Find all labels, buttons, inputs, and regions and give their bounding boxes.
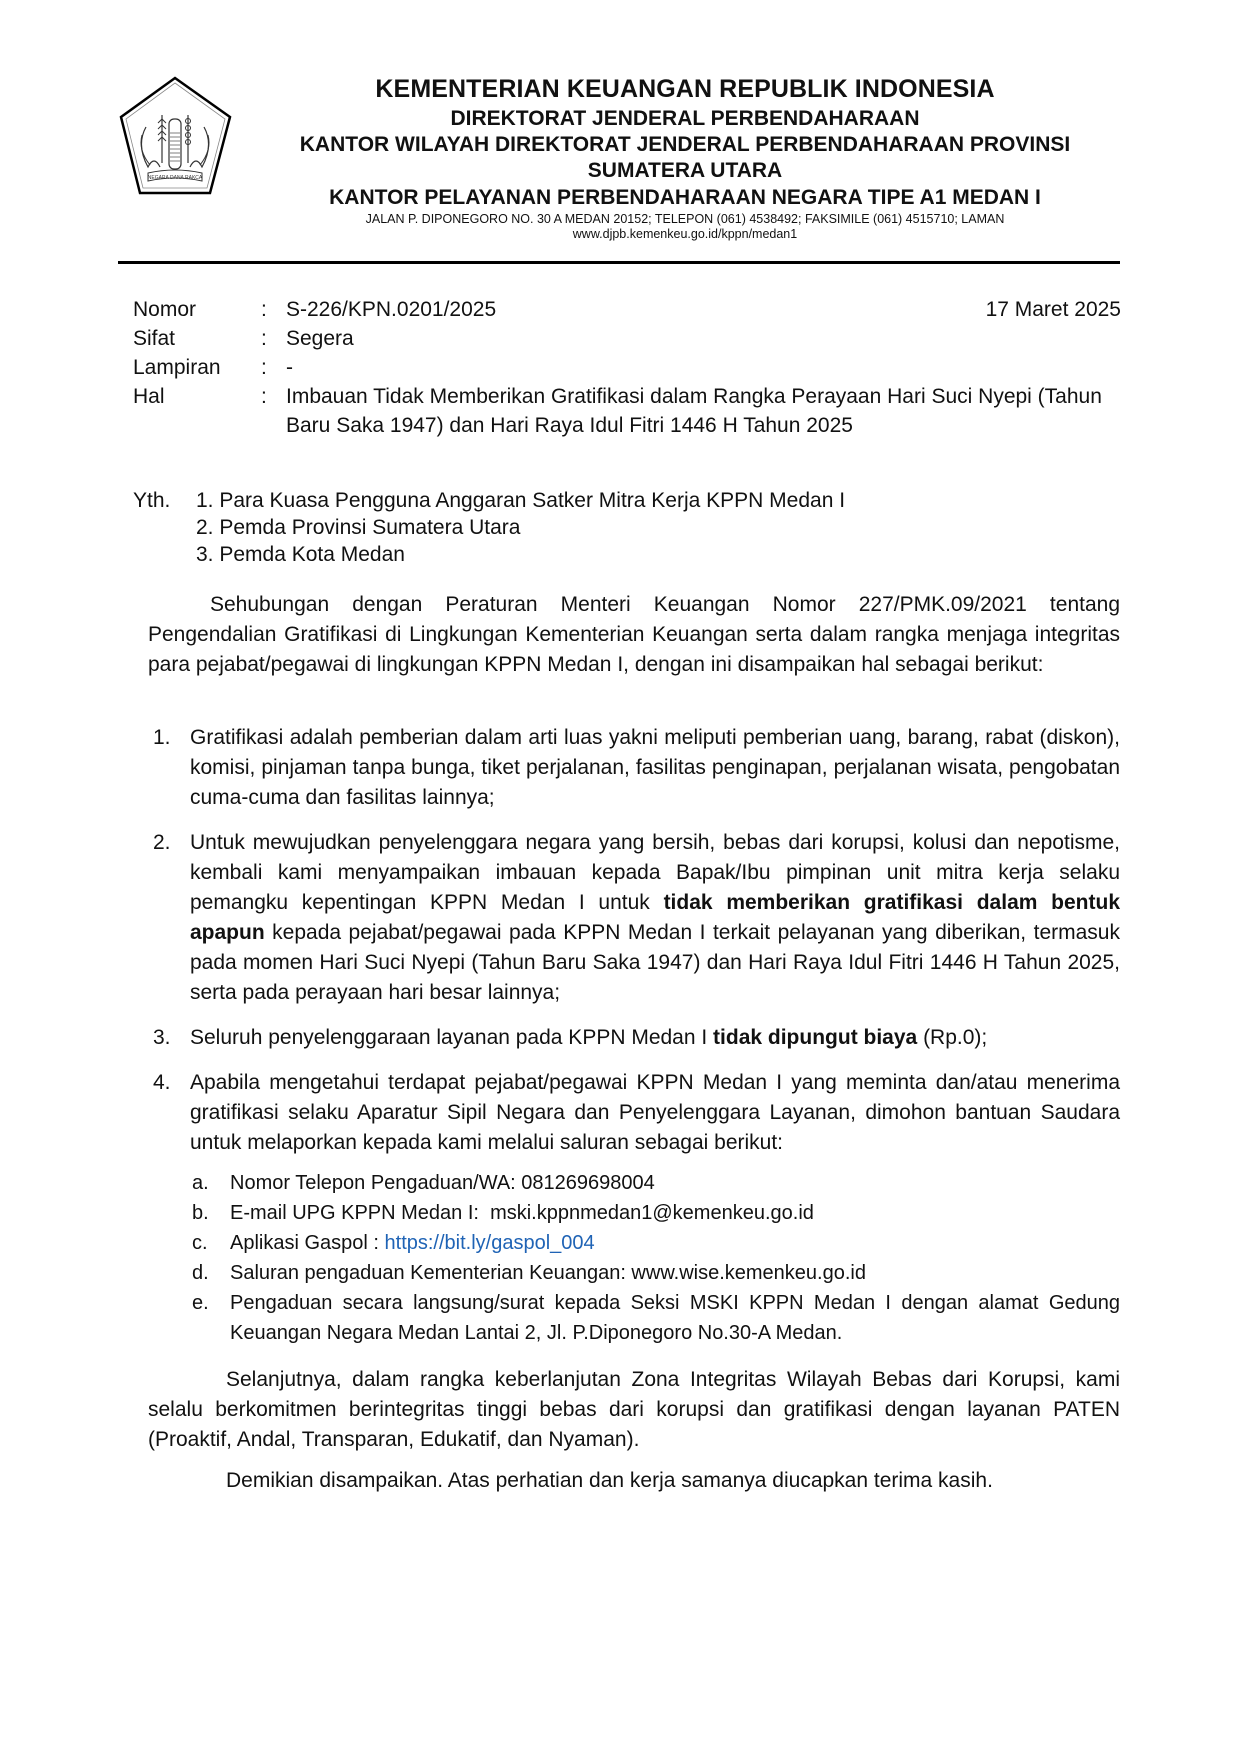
- meta-row-hal: [133, 382, 1121, 440]
- addressee-label: Yth.: [133, 489, 171, 512]
- meta-colon: :: [261, 356, 267, 379]
- reporting-channels: [192, 1168, 1120, 1348]
- point-2: [148, 828, 1120, 1008]
- channel-text-wrapper: [230, 1228, 1120, 1258]
- point-number: 4.: [153, 1071, 171, 1094]
- channel-direct: [192, 1288, 1120, 1348]
- meta-colon: :: [261, 298, 267, 321]
- point-text: Apabila mengetahui terdapat pejabat/pegawai KPPN Medan I yang meminta dan/atau menerima gratifikasi selaku Aparatur Sipil Negara dan Penyelenggara Layanan, dimohon bantuan Saudara untuk melaporkan kepada kami melalui saluran sebagai berikut:: [190, 1071, 1120, 1154]
- point-4: [148, 1068, 1120, 1158]
- closing-remark: Demikian disampaikan. Atas perhatian dan kerja samanya diucapkan terima kasih.: [226, 1469, 993, 1492]
- point-text-before: Seluruh penyelenggaraan layanan pada KPPN Medan I: [190, 1026, 714, 1049]
- channel-letter: e.: [192, 1292, 209, 1314]
- addressee-list: [196, 487, 845, 568]
- office-website: www.djpb.kemenkeu.go.id/kppn/medan1: [572, 227, 798, 241]
- intro-paragraph: Sehubungan dengan Peraturan Menteri Keuangan Nomor 227/PMK.09/2021 tentang Pengendalian Gratifikasi di Lingkungan Kementerian Keuangan serta dalam rangka menjaga integritas para pejabat/pegawai di lingkungan KPPN Medan I, dengan ini disampaikan hal sebagai berikut:: [148, 593, 1120, 676]
- point-number: 1.: [153, 726, 171, 749]
- regional-office-line2: SUMATERA UTARA: [587, 159, 783, 182]
- office-address: JALAN P. DIPONEGORO NO. 30 A MEDAN 20152; TELEPON (061) 4538492; FAKSIMILE (061) 4515710; LAMAN: [365, 212, 1005, 226]
- regional-office-line1: KANTOR WILAYAH DIREKTORAT JENDERAL PERBENDAHARAAN PROVINSI: [299, 133, 1071, 156]
- channel-text: Aplikasi Gaspol :: [230, 1232, 385, 1254]
- closing-paragraph: Selanjutnya, dalam rangka keberlanjutan Zona Integritas Wilayah Bebas dari Korupsi, kami selalu berkomitmen berintegritas tinggi bebas dari korupsi dan gratifikasi dengan layanan PATEN (Proaktif, Andal, Transparan, Edukatif, dan Nyaman).: [148, 1368, 1120, 1451]
- point-text-emphasis: tidak memberikan gratifikasi dalam bentuk apapun: [190, 891, 1120, 944]
- channel-gaspol: [192, 1228, 1120, 1258]
- meta-label: Hal: [133, 385, 165, 408]
- ministry-name: KEMENTERIAN KEUANGAN REPUBLIK INDONESIA: [375, 75, 995, 103]
- point-number: 3.: [153, 1026, 171, 1049]
- point-text-before: Untuk mewujudkan penyelenggara negara yang bersih, bebas dari korupsi, kolusi dan nepotisme, kembali kami menyampaikan imbauan kepada Bapak/Ibu pimpinan unit mitra kerja selaku pemangku kepentingan KPPN Medan I untuk: [190, 831, 1120, 914]
- channel-text: Pengaduan secara langsung/surat kepada Seksi MSKI KPPN Medan I dengan alamat Gedung Keuangan Negara Medan Lantai 2, Jl. P.Diponegoro No.30-A Medan.: [230, 1292, 1120, 1344]
- meta-label: Nomor: [133, 298, 197, 321]
- meta-value-sifat: Segera: [286, 327, 354, 350]
- meta-value-nomor: S-226/KPN.0201/2025: [286, 298, 497, 321]
- meta-label: Sifat: [133, 327, 176, 350]
- addressee-item: 2. Pemda Provinsi Sumatera Utara: [196, 516, 521, 539]
- addressee-item: 1. Para Kuasa Pengguna Anggaran Satker Mitra Kerja KPPN Medan I: [196, 489, 846, 512]
- addressee-item: 3. Pemda Kota Medan: [196, 543, 405, 566]
- meta-row-nomor: [133, 295, 1121, 324]
- letter-date: 17 Maret 2025: [985, 298, 1121, 321]
- service-office-name: KANTOR PELAYANAN PERBENDAHARAAN NEGARA TIPE A1 MEDAN I: [329, 186, 1041, 209]
- channel-phone: [192, 1168, 1120, 1198]
- meta-row-sifat: [133, 324, 1121, 353]
- point-number: 2.: [153, 831, 171, 854]
- point-text-after: kepada pejabat/pegawai pada KPPN Medan I terkait pelayanan yang diberikan, termasuk pada momen Hari Suci Nyepi (Tahun Baru Saka 1947) dan Hari Raya Idul Fitri 1446 H Tahun 2025, serta pada perayaan hari besar lainnya;: [190, 921, 1120, 1004]
- ministry-logo-icon: [118, 75, 233, 200]
- point-text: [190, 1023, 1120, 1053]
- addressees: [133, 487, 845, 568]
- channel-letter: c.: [192, 1232, 208, 1254]
- channel-email: [192, 1198, 1120, 1228]
- meta-row-lampiran: [133, 353, 1121, 382]
- meta-colon: :: [261, 327, 267, 350]
- point-text: Gratifikasi adalah pemberian dalam arti luas yakni meliputi pemberian uang, barang, rabat (diskon), komisi, pinjaman tanpa bunga, tiket perjalanan, fasilitas penginapan, perjalanan wisata, pengobatan cuma-cuma dan fasilitas lainnya;: [190, 726, 1120, 809]
- point-1: [148, 723, 1120, 813]
- point-text-after: (Rp.0);: [917, 1026, 988, 1049]
- svg-text:NEGARA DANA RAKCA: NEGARA DANA RAKCA: [147, 175, 203, 181]
- channel-text: E-mail UPG KPPN Medan I: mski.kppnmedan1@kemenkeu.go.id: [230, 1202, 814, 1224]
- point-3: [148, 1023, 1120, 1053]
- gaspol-link[interactable]: https://bit.ly/gaspol_004: [384, 1232, 595, 1254]
- meta-value-hal: Imbauan Tidak Memberikan Gratifikasi dalam Rangka Perayaan Hari Suci Nyepi (Tahun Baru Saka 1947) dan Hari Raya Idul Fitri 1446 H Tahun 2025: [286, 385, 1102, 437]
- meta-colon: :: [261, 385, 267, 408]
- channel-text: Saluran pengaduan Kementerian Keuangan: www.wise.kemenkeu.go.id: [230, 1262, 866, 1284]
- channel-letter: d.: [192, 1262, 209, 1284]
- channel-text: Nomor Telepon Pengaduan/WA: 081269698004: [230, 1172, 655, 1194]
- letterhead-divider: [118, 261, 1120, 264]
- meta-label: Lampiran: [133, 356, 221, 379]
- channel-letter: a.: [192, 1172, 209, 1194]
- point-text-emphasis: tidak dipungut biaya: [713, 1026, 918, 1049]
- letterhead: [250, 72, 1120, 242]
- letter-meta: [133, 295, 1121, 440]
- directorate-name: DIREKTORAT JENDERAL PERBENDAHARAAN: [450, 107, 920, 130]
- point-text: [190, 828, 1120, 1008]
- channel-wise: [192, 1258, 1120, 1288]
- meta-value-lampiran: -: [286, 356, 293, 379]
- channel-letter: b.: [192, 1202, 209, 1224]
